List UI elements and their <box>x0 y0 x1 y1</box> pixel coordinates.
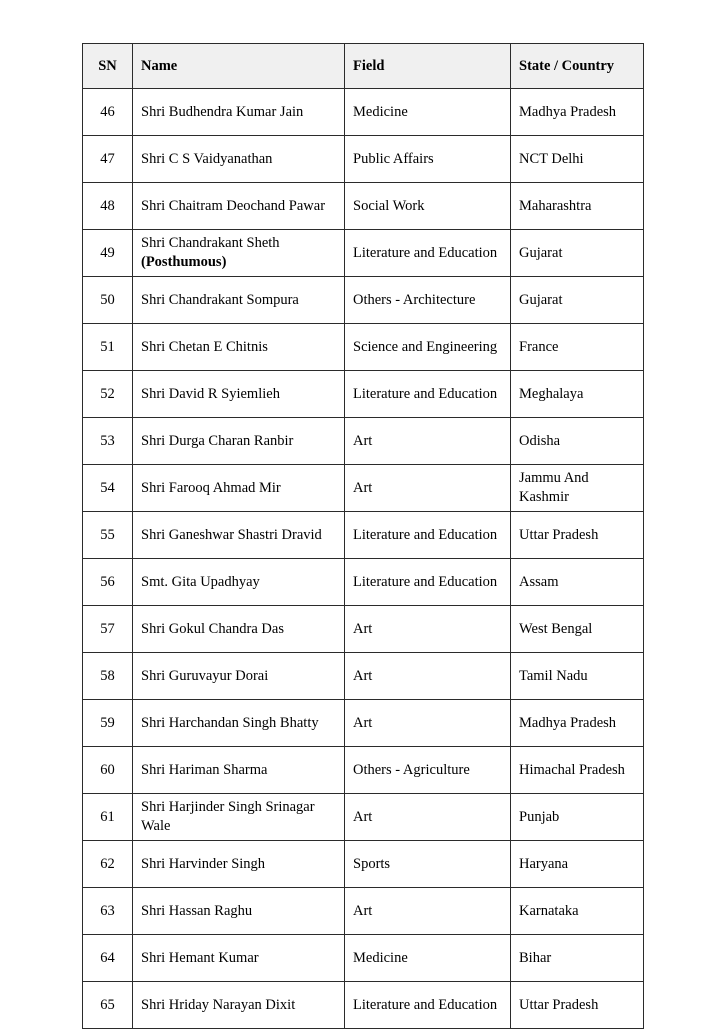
cell-name: Shri Farooq Ahmad Mir <box>133 465 345 512</box>
cell-field: Literature and Education <box>345 230 511 277</box>
cell-state: Maharashtra <box>511 183 644 230</box>
cell-field: Public Affairs <box>345 136 511 183</box>
cell-name: Shri Guruvayur Dorai <box>133 653 345 700</box>
cell-state: Meghalaya <box>511 371 644 418</box>
cell-sn: 61 <box>83 794 133 841</box>
cell-state: Assam <box>511 559 644 606</box>
cell-sn: 60 <box>83 747 133 794</box>
cell-state: West Bengal <box>511 606 644 653</box>
table-row <box>83 982 644 1029</box>
cell-sn: 53 <box>83 418 133 465</box>
cell-name-line-1: Shri Chandrakant Sheth <box>141 235 280 252</box>
column-header-field: Field <box>345 44 511 89</box>
cell-field: Literature and Education <box>345 371 511 418</box>
cell-state: Karnataka <box>511 888 644 935</box>
cell-name-line-2: (Posthumous) <box>141 254 227 270</box>
table-row <box>83 653 644 700</box>
cell-field: Art <box>345 700 511 747</box>
cell-field: Social Work <box>345 183 511 230</box>
column-header-sn: SN <box>83 44 133 89</box>
cell-sn: 49 <box>83 230 133 277</box>
cell-field: Medicine <box>345 89 511 136</box>
cell-field: Literature and Education <box>345 559 511 606</box>
cell-field: Medicine <box>345 935 511 982</box>
table-row <box>83 888 644 935</box>
table-row <box>83 89 644 136</box>
cell-field: Art <box>345 794 511 841</box>
cell-name: Shri Durga Charan Ranbir <box>133 418 345 465</box>
cell-name: Shri David R Syiemlieh <box>133 371 345 418</box>
cell-sn: 63 <box>83 888 133 935</box>
cell-name: Shri Ganeshwar Shastri Dravid <box>133 512 345 559</box>
cell-name: Shri Harjinder Singh Srinagar Wale <box>133 794 345 841</box>
cell-state: France <box>511 324 644 371</box>
cell-field: Art <box>345 465 511 512</box>
cell-name: Shri Gokul Chandra Das <box>133 606 345 653</box>
cell-state: Jammu And Kashmir <box>511 465 644 512</box>
table-row <box>83 794 644 841</box>
cell-name: Smt. Gita Upadhyay <box>133 559 345 606</box>
cell-name: Shri Hriday Narayan Dixit <box>133 982 345 1029</box>
cell-sn: 65 <box>83 982 133 1029</box>
cell-state: Odisha <box>511 418 644 465</box>
table-body <box>83 89 644 1029</box>
cell-field: Literature and Education <box>345 982 511 1029</box>
table-row <box>83 841 644 888</box>
cell-sn: 46 <box>83 89 133 136</box>
table-header <box>83 44 644 89</box>
awards-table-container <box>82 43 643 1029</box>
table-row <box>83 183 644 230</box>
cell-name: Shri Chandrakant Sompura <box>133 277 345 324</box>
cell-sn: 52 <box>83 371 133 418</box>
cell-sn: 51 <box>83 324 133 371</box>
cell-name: Shri Hassan Raghu <box>133 888 345 935</box>
cell-sn: 47 <box>83 136 133 183</box>
table-row <box>83 559 644 606</box>
cell-state: Himachal Pradesh <box>511 747 644 794</box>
cell-field: Science and Engineering <box>345 324 511 371</box>
cell-name: Shri C S Vaidyanathan <box>133 136 345 183</box>
cell-field: Art <box>345 606 511 653</box>
table-row <box>83 606 644 653</box>
cell-sn: 64 <box>83 935 133 982</box>
table-row <box>83 700 644 747</box>
table-row <box>83 277 644 324</box>
cell-name: Shri Chetan E Chitnis <box>133 324 345 371</box>
cell-field: Art <box>345 888 511 935</box>
cell-state: Madhya Pradesh <box>511 700 644 747</box>
cell-sn: 59 <box>83 700 133 747</box>
table-row <box>83 230 644 277</box>
table-row <box>83 747 644 794</box>
table-row <box>83 465 644 512</box>
cell-state: Uttar Pradesh <box>511 512 644 559</box>
cell-sn: 62 <box>83 841 133 888</box>
cell-state: Madhya Pradesh <box>511 89 644 136</box>
cell-name: Shri Chaitram Deochand Pawar <box>133 183 345 230</box>
cell-field: Art <box>345 418 511 465</box>
cell-name: Shri Hariman Sharma <box>133 747 345 794</box>
table-row <box>83 512 644 559</box>
cell-state: Gujarat <box>511 277 644 324</box>
cell-state: Bihar <box>511 935 644 982</box>
cell-name: Shri Budhendra Kumar Jain <box>133 89 345 136</box>
awards-table <box>82 43 644 1029</box>
table-row <box>83 371 644 418</box>
table-row <box>83 418 644 465</box>
cell-sn: 54 <box>83 465 133 512</box>
cell-field: Others - Agriculture <box>345 747 511 794</box>
cell-field: Sports <box>345 841 511 888</box>
column-header-name: Name <box>133 44 345 89</box>
cell-sn: 56 <box>83 559 133 606</box>
cell-state: Tamil Nadu <box>511 653 644 700</box>
cell-state: Uttar Pradesh <box>511 982 644 1029</box>
cell-sn: 48 <box>83 183 133 230</box>
cell-name: Shri Harvinder Singh <box>133 841 345 888</box>
cell-name: Shri Harchandan Singh Bhatty <box>133 700 345 747</box>
cell-name: Shri Hemant Kumar <box>133 935 345 982</box>
cell-field: Others - Architecture <box>345 277 511 324</box>
cell-state: Haryana <box>511 841 644 888</box>
cell-state: NCT Delhi <box>511 136 644 183</box>
cell-state: Gujarat <box>511 230 644 277</box>
cell-name <box>133 230 345 277</box>
cell-field: Art <box>345 653 511 700</box>
cell-sn: 58 <box>83 653 133 700</box>
column-header-state: State / Country <box>511 44 644 89</box>
table-row <box>83 136 644 183</box>
cell-sn: 55 <box>83 512 133 559</box>
cell-sn: 50 <box>83 277 133 324</box>
cell-state: Punjab <box>511 794 644 841</box>
cell-sn: 57 <box>83 606 133 653</box>
table-row <box>83 935 644 982</box>
table-header-row <box>83 44 644 89</box>
table-row <box>83 324 644 371</box>
cell-field: Literature and Education <box>345 512 511 559</box>
